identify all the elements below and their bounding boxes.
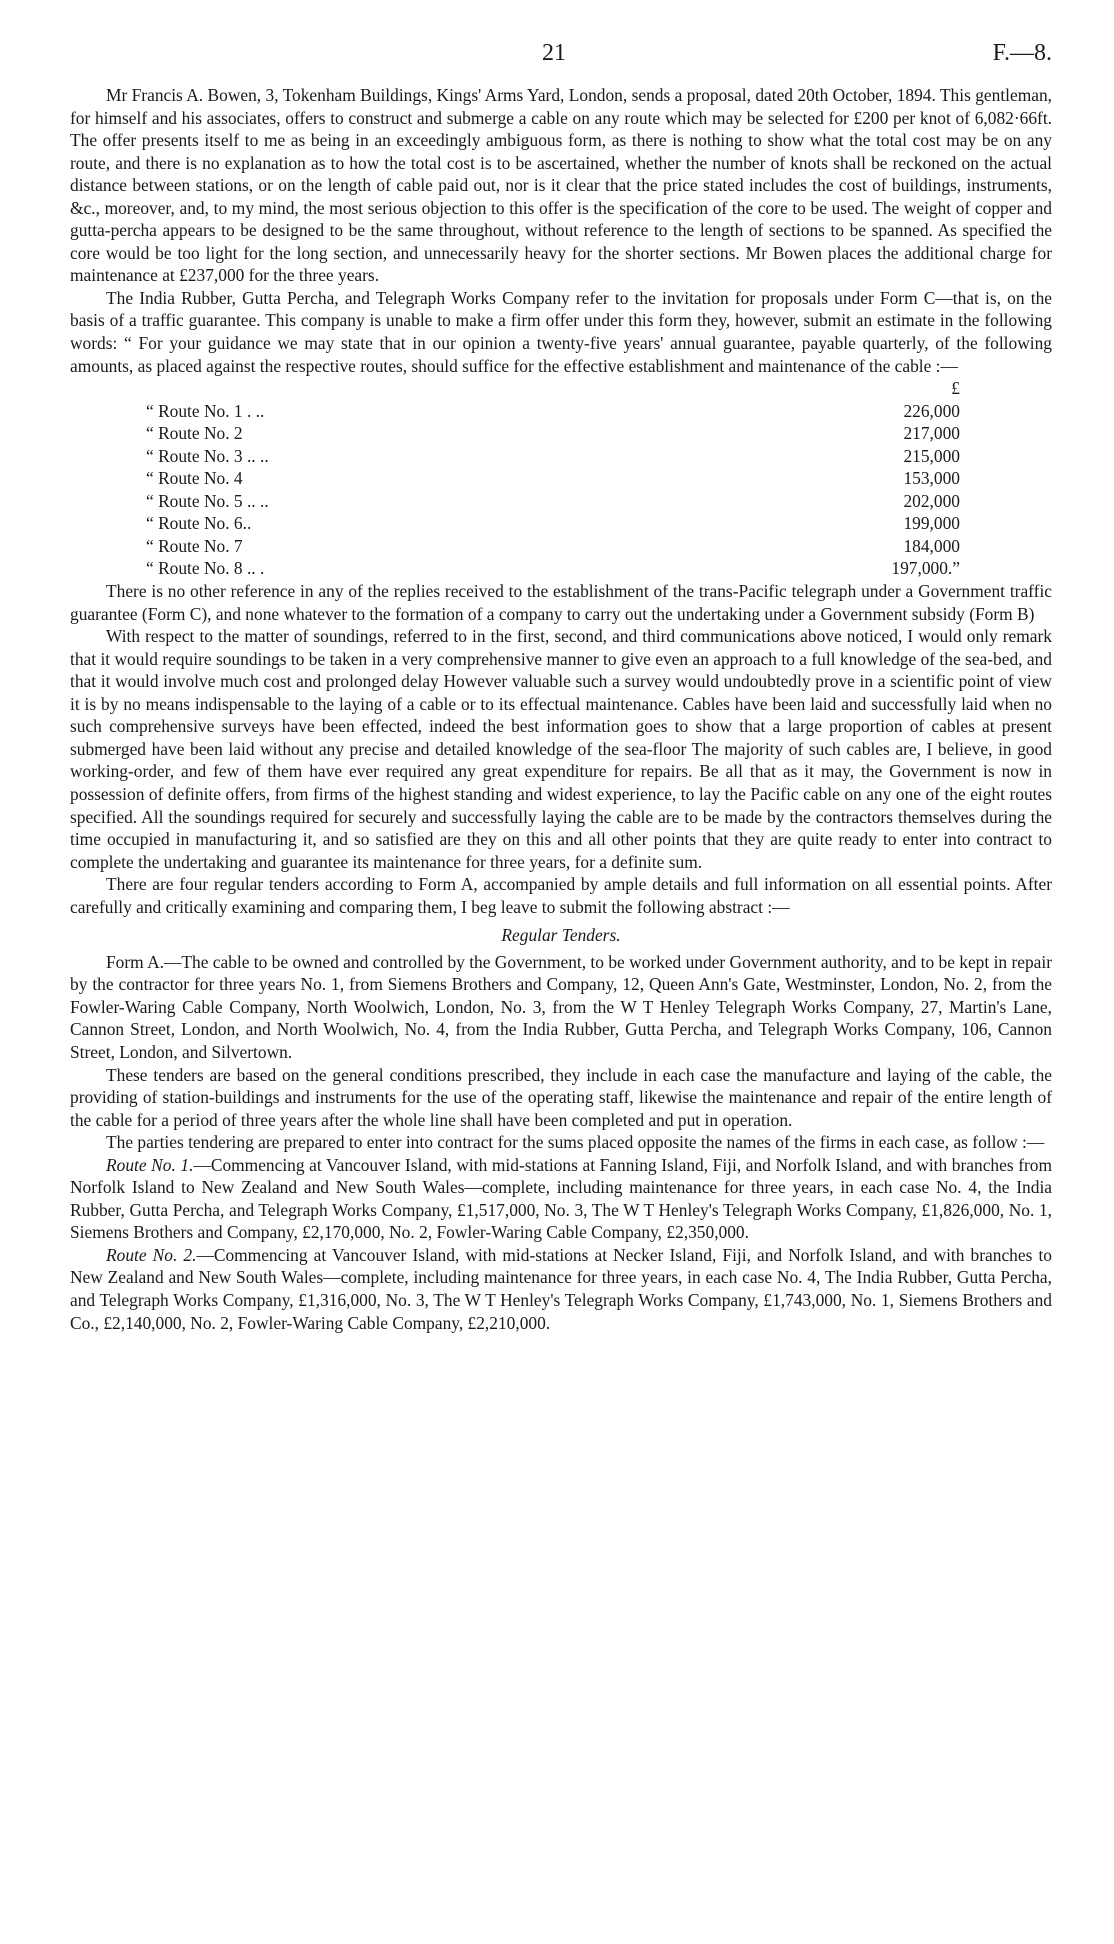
route-amount: 215,000 (903, 445, 960, 466)
route-amount: 202,000 (903, 490, 960, 511)
document-page (70, 40, 1052, 1334)
route-row (70, 535, 1052, 558)
route-row (70, 400, 1052, 423)
route-row (70, 445, 1052, 468)
route-amount: 197,000.” (891, 558, 960, 579)
route-row (70, 422, 1052, 445)
route-label: “ Route No. 6.. (146, 513, 252, 534)
page-header (70, 40, 1052, 76)
route-label: “ Route No. 1 . .. (146, 400, 265, 421)
route-1-text: —Commencing at Vancouver Island, with mid-stations at Fanning Island, Fiji, and Norfolk Island, and with branches from Norfolk Island to New Zealand and New South Wales—complete, including maintenance for three years, in each case No. 4, the India Rubber, Gutta Percha, and Telegraph Works Company, £1,517,000, No. 3, The W T Henley's Telegraph Works Company, £1,826,000, No. 1, Siemens Brothers and Company, £2,170,000, No. 2, Fowler-Waring Cable Company, £2,350,000. (70, 1154, 1052, 1243)
route-row (70, 467, 1052, 490)
paragraph-parties-tendering: The parties tendering are prepared to enter into contract for the sums placed opposite the names of the firms in each case, as follow :— (106, 1132, 1045, 1153)
route-label: “ Route No. 5 .. .. (146, 490, 269, 511)
route-amount: 184,000 (903, 535, 960, 556)
paragraph-india-rubber-estimate: The India Rubber, Gutta Percha, and Telegraph Works Company refer to the invitation for proposals under Form C—that is, on the basis of a traffic guarantee. This company is unable to make a firm offer under this form they, however, submit an estimate in the following words: “ For your guidance we may state that in our opinion a twenty-five years' annual guarantee, payable quarterly, of the following amounts, as placed against the respective routes, should suffice for the effective establishment and maintenance of the cable :— (70, 287, 1052, 376)
route-label: “ Route No. 7 (146, 535, 243, 556)
document-body (70, 84, 1052, 1334)
paragraph-route-1 (70, 1154, 1052, 1244)
route-2-text: —Commencing at Vancouver Island, with mid-stations at Necker Island, Fiji, and Norfolk Island, and with branches to New Zealand and New South Wales—complete, including maintenance for three years, in each case No. 4, The India Rubber, Gutta Percha, and Telegraph Works Company, £1,316,000, No. 3, The W T Henley's Telegraph Works Company, £1,743,000, No. 1, Siemens Brothers and Co., £2,140,000, No. 2, Fowler-Waring Cable Company, £2,210,000. (70, 1244, 1052, 1333)
currency-header: £ (951, 378, 960, 399)
route-guarantee-table (70, 377, 1052, 580)
paragraph-four-tenders: There are four regular tenders according to Form A, accompanied by ample details and full information on all essential points. After carefully and critically examining and comparing them, I beg leave to submit the following abstract :— (70, 874, 1052, 917)
route-2-label: Route No. 2. (106, 1244, 197, 1265)
paragraph-soundings: With respect to the matter of soundings, referred to in the first, second, and third communications above noticed, I would only remark that it would require soundings to be taken in a very comprehensive manner to give even an approach to a full knowledge of the sea-bed, and that it would involve much cost and prolonged delay However valuable such a survey would undoubtedly prove in a scientific point of view it is by no means indispensable to the laying of a cable or to its effectual maintenance. Cables have been laid and successfully laid when no such comprehensive surveys have been effected, indeed the best information goes to show that a large proportion of cables at present submerged have been laid without any precise and detailed knowledge of the sea-floor The majority of such cables are, I believe, in good working-order, and few of them have ever required any great expenditure for repairs. Be all that as it may, the Government is now in possession of definite offers, from firms of the highest standing and widest experience, to lay the Pacific cable on any one of the eight routes specified. All the soundings required for securely and successfully laying the cable are to be made by the contractors themselves during the time occupied in manufacturing it, and so satisfied are they on this and all other points that they are quite ready to enter into contract to complete the undertaking and guarantee its maintenance for three years, for a definite sum. (70, 626, 1052, 872)
route-amount: 153,000 (903, 468, 960, 489)
paragraph-no-other-reference: There is no other reference in any of the replies received to the establishment of the trans-Pacific telegraph under a Government traffic guarantee (Form C), and none whatever to the formation of a company to carry out the undertaking under a Government subsidy (Form B) (70, 581, 1052, 624)
route-amount: 226,000 (903, 400, 960, 421)
route-label: “ Route No. 3 .. .. (146, 445, 269, 466)
route-label: “ Route No. 8 .. . (146, 558, 265, 579)
route-1-label: Route No. 1. (106, 1154, 194, 1175)
paragraph-tender-conditions: These tenders are based on the general conditions prescribed, they include in each case the manufacture and laying of the cable, the providing of station-buildings and instruments for the use of the operating staff, likewise the maintenance and repair of the entire length of the cable for a period of three years after the whole line shall have been completed and put in operation. (70, 1064, 1052, 1130)
paragraph-form-a: Form A.—The cable to be owned and controlled by the Government, to be worked under Government authority, and to be kept in repair by the contractor for three years No. 1, from Siemens Brothers and Company, 12, Queen Ann's Gate, Westminster, London, No. 2, from the Fowler-Waring Cable Company, North Woolwich, London, No. 3, from the W T Henley Telegraph Works Company, 27, Martin's Lane, Cannon Street, London, and North Woolwich, No. 4, from the India Rubber, Gutta Percha, and Telegraph Works Company, 106, Cannon Street, London, and Silvertown. (70, 951, 1052, 1062)
document-reference: F.—8. (992, 40, 1052, 66)
route-row (70, 490, 1052, 513)
route-row (70, 557, 1052, 580)
route-amount: 217,000 (903, 423, 960, 444)
page-number: 21 (542, 40, 566, 66)
route-row (70, 512, 1052, 535)
route-label: “ Route No. 4 (146, 468, 243, 489)
section-title: Regular Tenders. (501, 925, 621, 946)
paragraph-route-2 (70, 1244, 1052, 1334)
route-label: “ Route No. 2 (146, 423, 243, 444)
route-amount: 199,000 (903, 513, 960, 534)
paragraph-bowen-proposal: Mr Francis A. Bowen, 3, Tokenham Buildings, Kings' Arms Yard, London, sends a proposal, dated 20th October, 1894. This gentleman, for himself and his associates, offers to construct and submerge a cable on any route which may be selected for £200 per knot of 6,082·66ft. The offer presents itself to me as being in an exceedingly ambiguous form, as there is nothing to show what the total cost may be on any route, and there is no explanation as to how the total cost is to be ascertained, whether the number of knots shall be reckoned on the actual distance between stations, or on the length of cable paid out, nor is it clear that the price stated includes the cost of buildings, instruments, &c., moreover, and, to my mind, the most serious objection to this offer is the specification of the core to be used. The weight of copper and gutta-percha appears to be designed to be the same throughout, without reference to the length of sections to be spanned. As specified the core would be too light for the long section, and unnecessarily heavy for the shorter sections. Mr Bowen places the additional charge for maintenance at £237,000 for the three years. (70, 85, 1052, 286)
